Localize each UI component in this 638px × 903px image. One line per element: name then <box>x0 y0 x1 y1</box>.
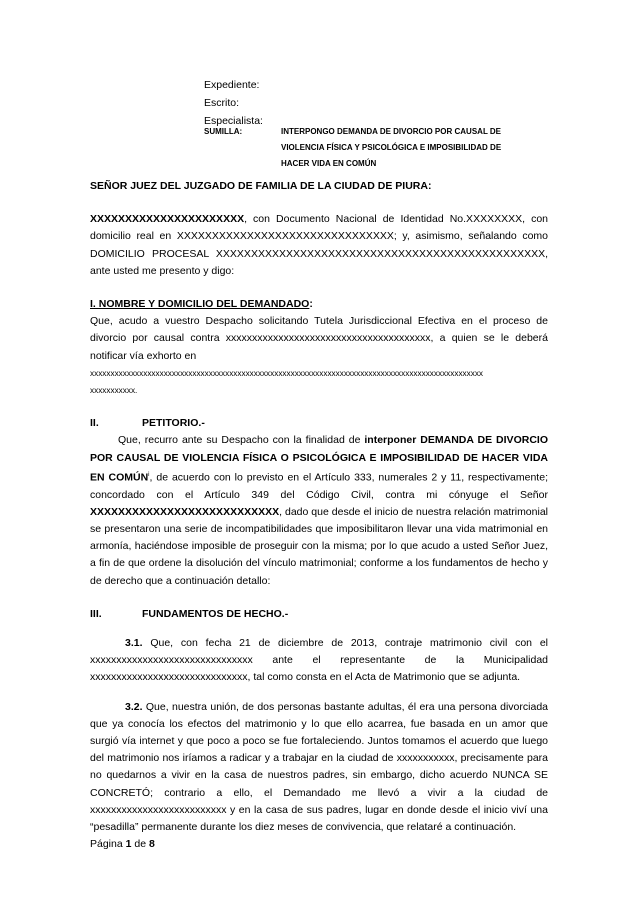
paragraph-3-1-text: Que, con fecha 21 de diciembre de 2013, contraje matrimonio civil con el xxxxxxxxxxxxxxxxxxxxxxxxxxxxxxx ante el representante de la Municipalidad xxxxxxxxxxxxxxxxxxxxxxxxxxxxxx, tal como consta en el Acta de Matrimonio que se adjunta. <box>90 636 548 684</box>
section-2-title: PETITORIO.- <box>142 417 205 430</box>
petitorio-text-3: , dado que desde el inicio de nuestra relación matrimonial se presentaron una serie de incompatibilidades que imposibilitaron llevar una vida matrimonial en armonía, haciéndose imposible de proseguir con la misma; por lo que acudo a usted Señor Juez, a fin de que ordene la disolución del vínculo matrimonial; conforme a los fundamentos de hecho y de derecho que a continuación detallo: <box>90 505 548 587</box>
section-3-heading <box>90 606 548 623</box>
section-2-paragraph <box>90 432 548 589</box>
section-2-num: II. <box>90 417 99 430</box>
section-3-num: III. <box>90 607 102 620</box>
spouse-name: XXXXXXXXXXXXXXXXXXXXXXXXXXX <box>90 505 280 518</box>
paragraph-3-2-num: 3.2. <box>125 700 143 713</box>
section-3-title: FUNDAMENTOS DE HECHO.- <box>142 607 289 620</box>
intro-paragraph <box>90 211 548 280</box>
paragraph-3-2-text: Que, nuestra unión, de dos personas bastante adultas, él era una persona divorciada que ya conocía los efectos del matrimonio y lo que ello acarrea, fue basada en un amor que surgió vía internet y que poco a poco se fue fortaleciendo. Juntos tomamos el acuerdo que luego del matrimonio nos iríamos a radicar y a trabajar en la ciudad de xxxxxxxxxxx, precisamente para no quedarnos a vivir en la casa de nuestros padres, sin embargo, dicho acuerdo NUNCA SE CONCRETÓ; contrario a ello, el Demandado me llevó a vivir a la ciudad de xxxxxxxxxxxxxxxxxxxxxxxxxx y en la casa de sus padres, lugar en donde desde el inicio viví una “pesadilla” permanente durante los diez meses de convivencia, que relataré a continuación. <box>90 700 548 833</box>
section-1-xline: xxxxxxxxxxxxxxxxxxxxxxxxxxxxxxxxxxxxxxxxxxxxxxxxxxxxxxxxxxxxxxxxxxxxxxxxxxxxxxxxxxxxxxxxxxxxxxxx <box>90 368 483 378</box>
section-2-heading <box>90 415 548 432</box>
paragraph-3-1 <box>90 635 548 687</box>
petitorio-text-2: , de acuerdo con lo previsto en el Artículo 333, numerales 2 y 11, respectivamente; concordado con el Artículo 349 del Código Civil, contra mi cónyuge el Señor <box>90 471 548 501</box>
sumilla-text: INTERPONGO DEMANDA DE DIVORCIO POR CAUSAL DE VIOLENCIA FÍSICA Y PSICOLÓGICA E IMPOSIBILIDAD DE HACER VIDA EN COMÚN <box>281 127 502 168</box>
paragraph-3-2 <box>90 699 548 837</box>
sumilla-label: SUMILLA: <box>204 127 243 136</box>
section-1-xend: xxxxxxxxxxx. <box>90 386 138 396</box>
case-header <box>204 76 263 130</box>
intro-text: , con Documento Nacional de Identidad No.XXXXXXXX, con domicilio real en XXXXXXXXXXXXXXXXXXXXXXXXXXXXXXX; y, asimismo, señalando como DOMICILIO PROCESAL XXXXXXXXXXXXXXXXXXXXXXXXXXXXXXXXXXXXXXXXXXXXXXX, ante usted me presento y digo: <box>90 213 548 277</box>
section-1-colon: : <box>309 298 313 311</box>
section-1-title: I. NOMBRE Y DOMICILIO DEL DEMANDADO <box>90 298 310 311</box>
section-1-text: Que, acudo a vuestro Despacho solicitando Tutela Jurisdiccional Efectiva en el proceso de divorcio por causal contra xxxxxxxxxxxxxxxxxxxxxxxxxxxxxxxxxxxxxxx, a quien se le deberá notificar vía exhorto en <box>90 315 548 362</box>
page-total: 8 <box>148 838 155 850</box>
section-1-heading <box>90 296 548 313</box>
document-body <box>90 178 548 836</box>
page-number: 1 <box>125 838 132 850</box>
footnote-ref[interactable]: i <box>148 471 150 478</box>
addressee: SEÑOR JUEZ DEL JUZGADO DE FAMILIA DE LA CIUDAD DE PIURA: <box>90 180 432 192</box>
petitorio-text-1: Que, recurro ante su Despacho con la finalidad de <box>118 434 365 447</box>
especialista-label: Especialista: <box>204 115 263 127</box>
of-label: de <box>131 838 149 850</box>
paragraph-3-1-num: 3.1. <box>125 636 143 649</box>
petitorio-bold: interponer DEMANDA DE DIVORCIO POR CAUSAL DE VIOLENCIA FÍSICA O PSICOLÓGICA E IMPOSIBILIDAD DE HACER VIDA EN COMÚN <box>90 434 548 484</box>
expediente-label: Expediente: <box>204 79 260 91</box>
page-footer <box>90 838 155 850</box>
plaintiff-name: XXXXXXXXXXXXXXXXXXXXXX <box>90 213 245 226</box>
escrito-label: Escrito: <box>204 97 240 109</box>
page-label: Página <box>90 838 126 850</box>
